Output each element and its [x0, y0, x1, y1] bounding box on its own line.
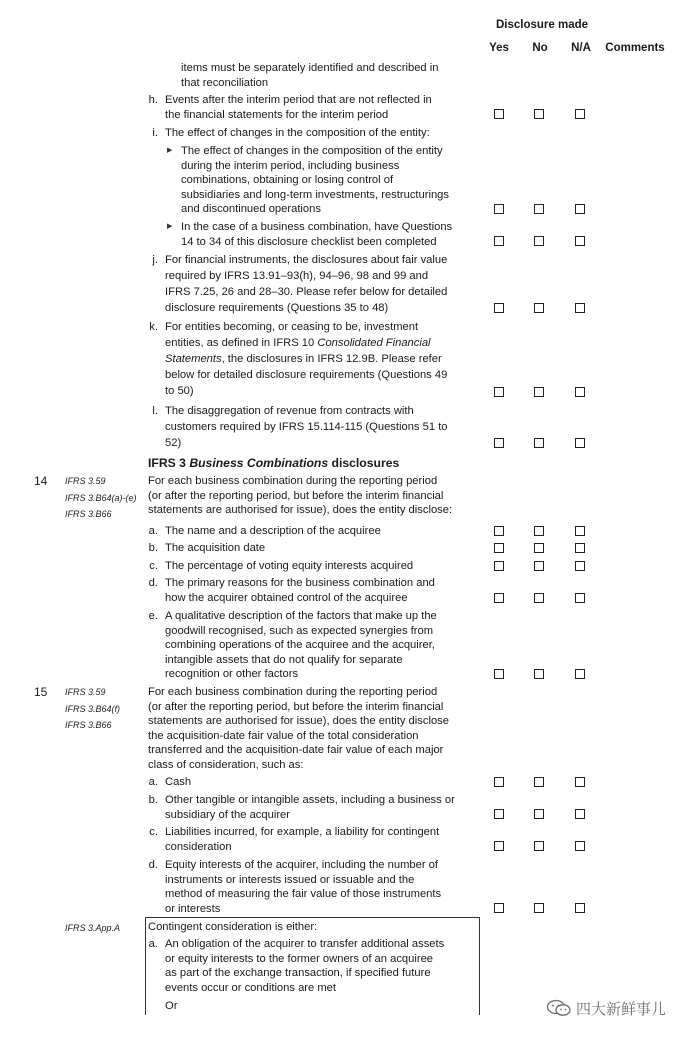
q14-c-text: The percentage of voting equity interests acquired	[165, 560, 414, 572]
checkbox-no[interactable]	[534, 809, 544, 819]
standard-title-italic: Statements	[165, 353, 222, 365]
q15-b-text: subsidiary of the acquirer	[165, 808, 290, 821]
q14-e-text: intangible assets that do not qualify for separate	[165, 653, 403, 666]
column-na: N/A	[571, 42, 591, 54]
item-i-bullet-text: during the interim period, including business	[181, 159, 400, 172]
checkbox-yes[interactable]	[494, 809, 504, 819]
item-i-bullet-text: combinations, obtaining or losing control of	[181, 174, 394, 186]
q14-e-text: A qualitative description of the factors that make up the	[165, 610, 437, 622]
question-text: statements are authorised for issue), does the entity disclose:	[148, 504, 453, 516]
section-heading-part: IFRS 3	[148, 456, 190, 470]
checkbox-na[interactable]	[575, 777, 585, 787]
checkbox-yes[interactable]	[494, 543, 504, 553]
item-l-text: The disaggregation of revenue from contracts with	[165, 405, 414, 417]
standard-reference: IFRS 3.App.A	[65, 923, 121, 933]
question-text: class of consideration, such as:	[148, 758, 304, 771]
checkbox-no[interactable]	[534, 543, 544, 553]
q14-d-text: how the acquirer obtained control of the acquiree	[165, 591, 408, 604]
checkbox-na[interactable]	[575, 236, 585, 246]
question-number: 15	[34, 685, 48, 699]
definition-title: Contingent consideration is either:	[148, 921, 318, 933]
checkbox-no[interactable]	[534, 236, 544, 246]
disclosure-made-heading: Disclosure made	[495, 19, 589, 31]
question-text: (or after the reporting period, but before the interim financial	[148, 489, 444, 502]
question-number: 14	[34, 474, 48, 488]
standard-reference: IFRS 3.59	[65, 687, 106, 697]
item-marker: b.	[148, 542, 158, 554]
q14-a-text: The name and a description of the acquiree	[165, 525, 381, 537]
item-marker: i.	[152, 127, 158, 139]
q15-b-text: Other tangible or intangible assets, including a business or	[165, 794, 455, 806]
checkbox-yes[interactable]	[494, 303, 504, 313]
column-no: No	[532, 42, 548, 54]
q15-c-text: Liabilities incurred, for example, a liability for contingent	[165, 826, 440, 838]
triangle-right-icon: ▶	[167, 147, 173, 154]
item-i-bullet-text: subsidiaries and long-term investments, restructurings	[181, 188, 449, 201]
checkbox-yes[interactable]	[494, 593, 504, 603]
item-marker: d.	[148, 859, 158, 871]
question-text: statements are authorised for issue), does the entity disclose	[148, 715, 449, 727]
standard-reference: IFRS 3.B66	[65, 720, 112, 730]
checkbox-yes[interactable]	[494, 438, 504, 448]
checkbox-yes[interactable]	[494, 841, 504, 851]
checkbox-yes[interactable]	[494, 561, 504, 571]
checkbox-no[interactable]	[534, 669, 544, 679]
checkbox-na[interactable]	[575, 526, 585, 536]
definition-text: or equity interests to the former owners of an acquiree	[165, 952, 434, 965]
item-i-text: The effect of changes in the composition of the entity:	[165, 127, 430, 139]
definition-or: Or	[165, 1000, 178, 1012]
item-marker: j.	[152, 254, 158, 266]
item-marker: c.	[149, 826, 158, 838]
definition-text: events occur or conditions are met	[165, 981, 337, 994]
item-i-bullet-text: In the case of a business combination, have Questions	[181, 221, 453, 233]
watermark-text: 四大新鲜事儿	[576, 1000, 667, 1018]
checkbox-yes[interactable]	[494, 387, 504, 397]
checkbox-yes[interactable]	[494, 777, 504, 787]
checkbox-yes[interactable]	[494, 903, 504, 913]
item-marker: a.	[148, 776, 158, 788]
checkbox-no[interactable]	[534, 593, 544, 603]
column-comments: Comments	[605, 42, 665, 54]
item-j-text: required by IFRS 13.91–93(h), 94–96, 98 and 99 and	[165, 270, 429, 282]
question-text: For each business combination during the reporting period	[148, 686, 438, 698]
checkbox-na[interactable]	[575, 543, 585, 553]
section-heading	[148, 456, 399, 470]
question-text: transferred and the acquisition-date fair value of each major	[148, 744, 444, 756]
q14-e-text: combining operations of the acquiree and the acquirer,	[165, 639, 435, 651]
item-marker: d.	[148, 577, 158, 589]
section-heading-part: disclosures	[328, 456, 400, 470]
standard-reference: IFRS 3.B64(f)	[65, 703, 121, 714]
q15-d-text: instruments or interests issued or issuable and the	[165, 873, 415, 886]
item-i-bullet-text: and discontinued operations	[181, 203, 321, 215]
checkbox-yes[interactable]	[494, 526, 504, 536]
section-heading-italic: Business Combinations	[189, 456, 329, 470]
checkbox-yes[interactable]	[494, 236, 504, 246]
checkbox-no[interactable]	[534, 438, 544, 448]
item-i-bullet-text: The effect of changes in the composition of the entity	[181, 145, 443, 157]
checkbox-yes[interactable]	[494, 204, 504, 214]
checkbox-na[interactable]	[575, 561, 585, 571]
continuation-line: that reconciliation	[181, 76, 269, 89]
checkbox-no[interactable]	[534, 561, 544, 571]
column-yes: Yes	[489, 42, 509, 54]
checkbox-na[interactable]	[575, 204, 585, 214]
item-h-text: the financial statements for the interim period	[165, 108, 389, 121]
definition-text: as part of the exchange transaction, if specified future	[165, 967, 431, 979]
q15-c-text: consideration	[165, 840, 232, 853]
q15-d-text: method of measuring the fair value of those instruments	[165, 888, 442, 900]
item-k-text	[165, 336, 431, 351]
standard-title-italic: Consolidated Financial	[317, 337, 431, 349]
checkbox-na[interactable]	[575, 109, 585, 119]
q14-d-text: The primary reasons for the business combination and	[165, 577, 435, 589]
item-marker: k.	[149, 321, 158, 333]
checkbox-na[interactable]	[575, 903, 585, 913]
item-l-text: customers required by IFRS 15.114-115 (Questions 51 to	[165, 421, 448, 433]
checkbox-na[interactable]	[575, 841, 585, 851]
question-text: the acquisition-date fair value of the total consideration	[148, 729, 419, 742]
checkbox-no[interactable]	[534, 777, 544, 787]
standard-reference: IFRS 3.B66	[65, 509, 112, 519]
checkbox-na[interactable]	[575, 809, 585, 819]
item-marker: a.	[148, 525, 158, 537]
q15-d-text: Equity interests of the acquirer, including the number of	[165, 859, 439, 871]
checkbox-no[interactable]	[534, 903, 544, 913]
item-l-text: 52)	[165, 437, 182, 449]
checkbox-yes[interactable]	[494, 109, 504, 119]
q15-a-text: Cash	[165, 776, 192, 788]
q15-d-text: or interests	[165, 902, 221, 915]
item-h-text: Events after the interim period that are not reflected in	[165, 94, 432, 106]
checkbox-na[interactable]	[575, 593, 585, 603]
checkbox-na[interactable]	[575, 438, 585, 448]
question-text: For each business combination during the reporting period	[148, 475, 438, 487]
item-k-text-part: entities, as defined in IFRS 10	[165, 337, 318, 349]
item-j-text: For financial instruments, the disclosures about fair value	[165, 254, 448, 266]
checkbox-no[interactable]	[534, 204, 544, 214]
item-k-text-part: , the disclosures in IFRS 12.9B. Please refer	[221, 353, 442, 365]
item-k-text: For entities becoming, or ceasing to be, investment	[165, 321, 419, 333]
item-i-bullet-text: 14 to 34 of this disclosure checklist been completed	[181, 235, 437, 248]
checkbox-no[interactable]	[534, 387, 544, 397]
item-marker: b.	[148, 794, 158, 806]
question-text: (or after the reporting period, but before the interim financial	[148, 700, 444, 713]
standard-reference: IFRS 3.B64(a)-(e)	[65, 492, 137, 503]
item-marker: a.	[148, 938, 158, 950]
item-j-text: disclosure requirements (Questions 35 to 48)	[165, 302, 389, 314]
checkbox-no[interactable]	[534, 303, 544, 313]
standard-reference: IFRS 3.59	[65, 476, 106, 486]
item-marker: e.	[148, 610, 158, 622]
triangle-right-icon: ▶	[167, 223, 173, 230]
wechat-icon	[546, 999, 572, 1017]
checkbox-yes[interactable]	[494, 669, 504, 679]
continuation-line: items must be separately identified and described in	[181, 62, 439, 74]
q14-e-text: recognition or other factors	[165, 668, 299, 680]
checkbox-no[interactable]	[534, 109, 544, 119]
definition-text: An obligation of the acquirer to transfer additional assets	[165, 938, 445, 950]
checkbox-no[interactable]	[534, 841, 544, 851]
item-k-text	[165, 352, 442, 367]
checkbox-na[interactable]	[575, 669, 585, 679]
item-j-text: IFRS 7.25, 26 and 28–30. Please refer below for detailed	[165, 286, 448, 298]
item-marker: c.	[149, 560, 158, 572]
checkbox-na[interactable]	[575, 387, 585, 397]
item-k-text: to 50)	[165, 385, 194, 397]
item-marker: l.	[152, 405, 158, 417]
checkbox-na[interactable]	[575, 303, 585, 313]
q14-e-text: goodwill recognised, such as expected synergies from	[165, 624, 434, 637]
item-k-text: below for detailed disclosure requirements (Questions 49	[165, 369, 448, 381]
q14-b-text: The acquisition date	[165, 542, 266, 554]
item-marker: h.	[148, 94, 158, 106]
checkbox-no[interactable]	[534, 526, 544, 536]
